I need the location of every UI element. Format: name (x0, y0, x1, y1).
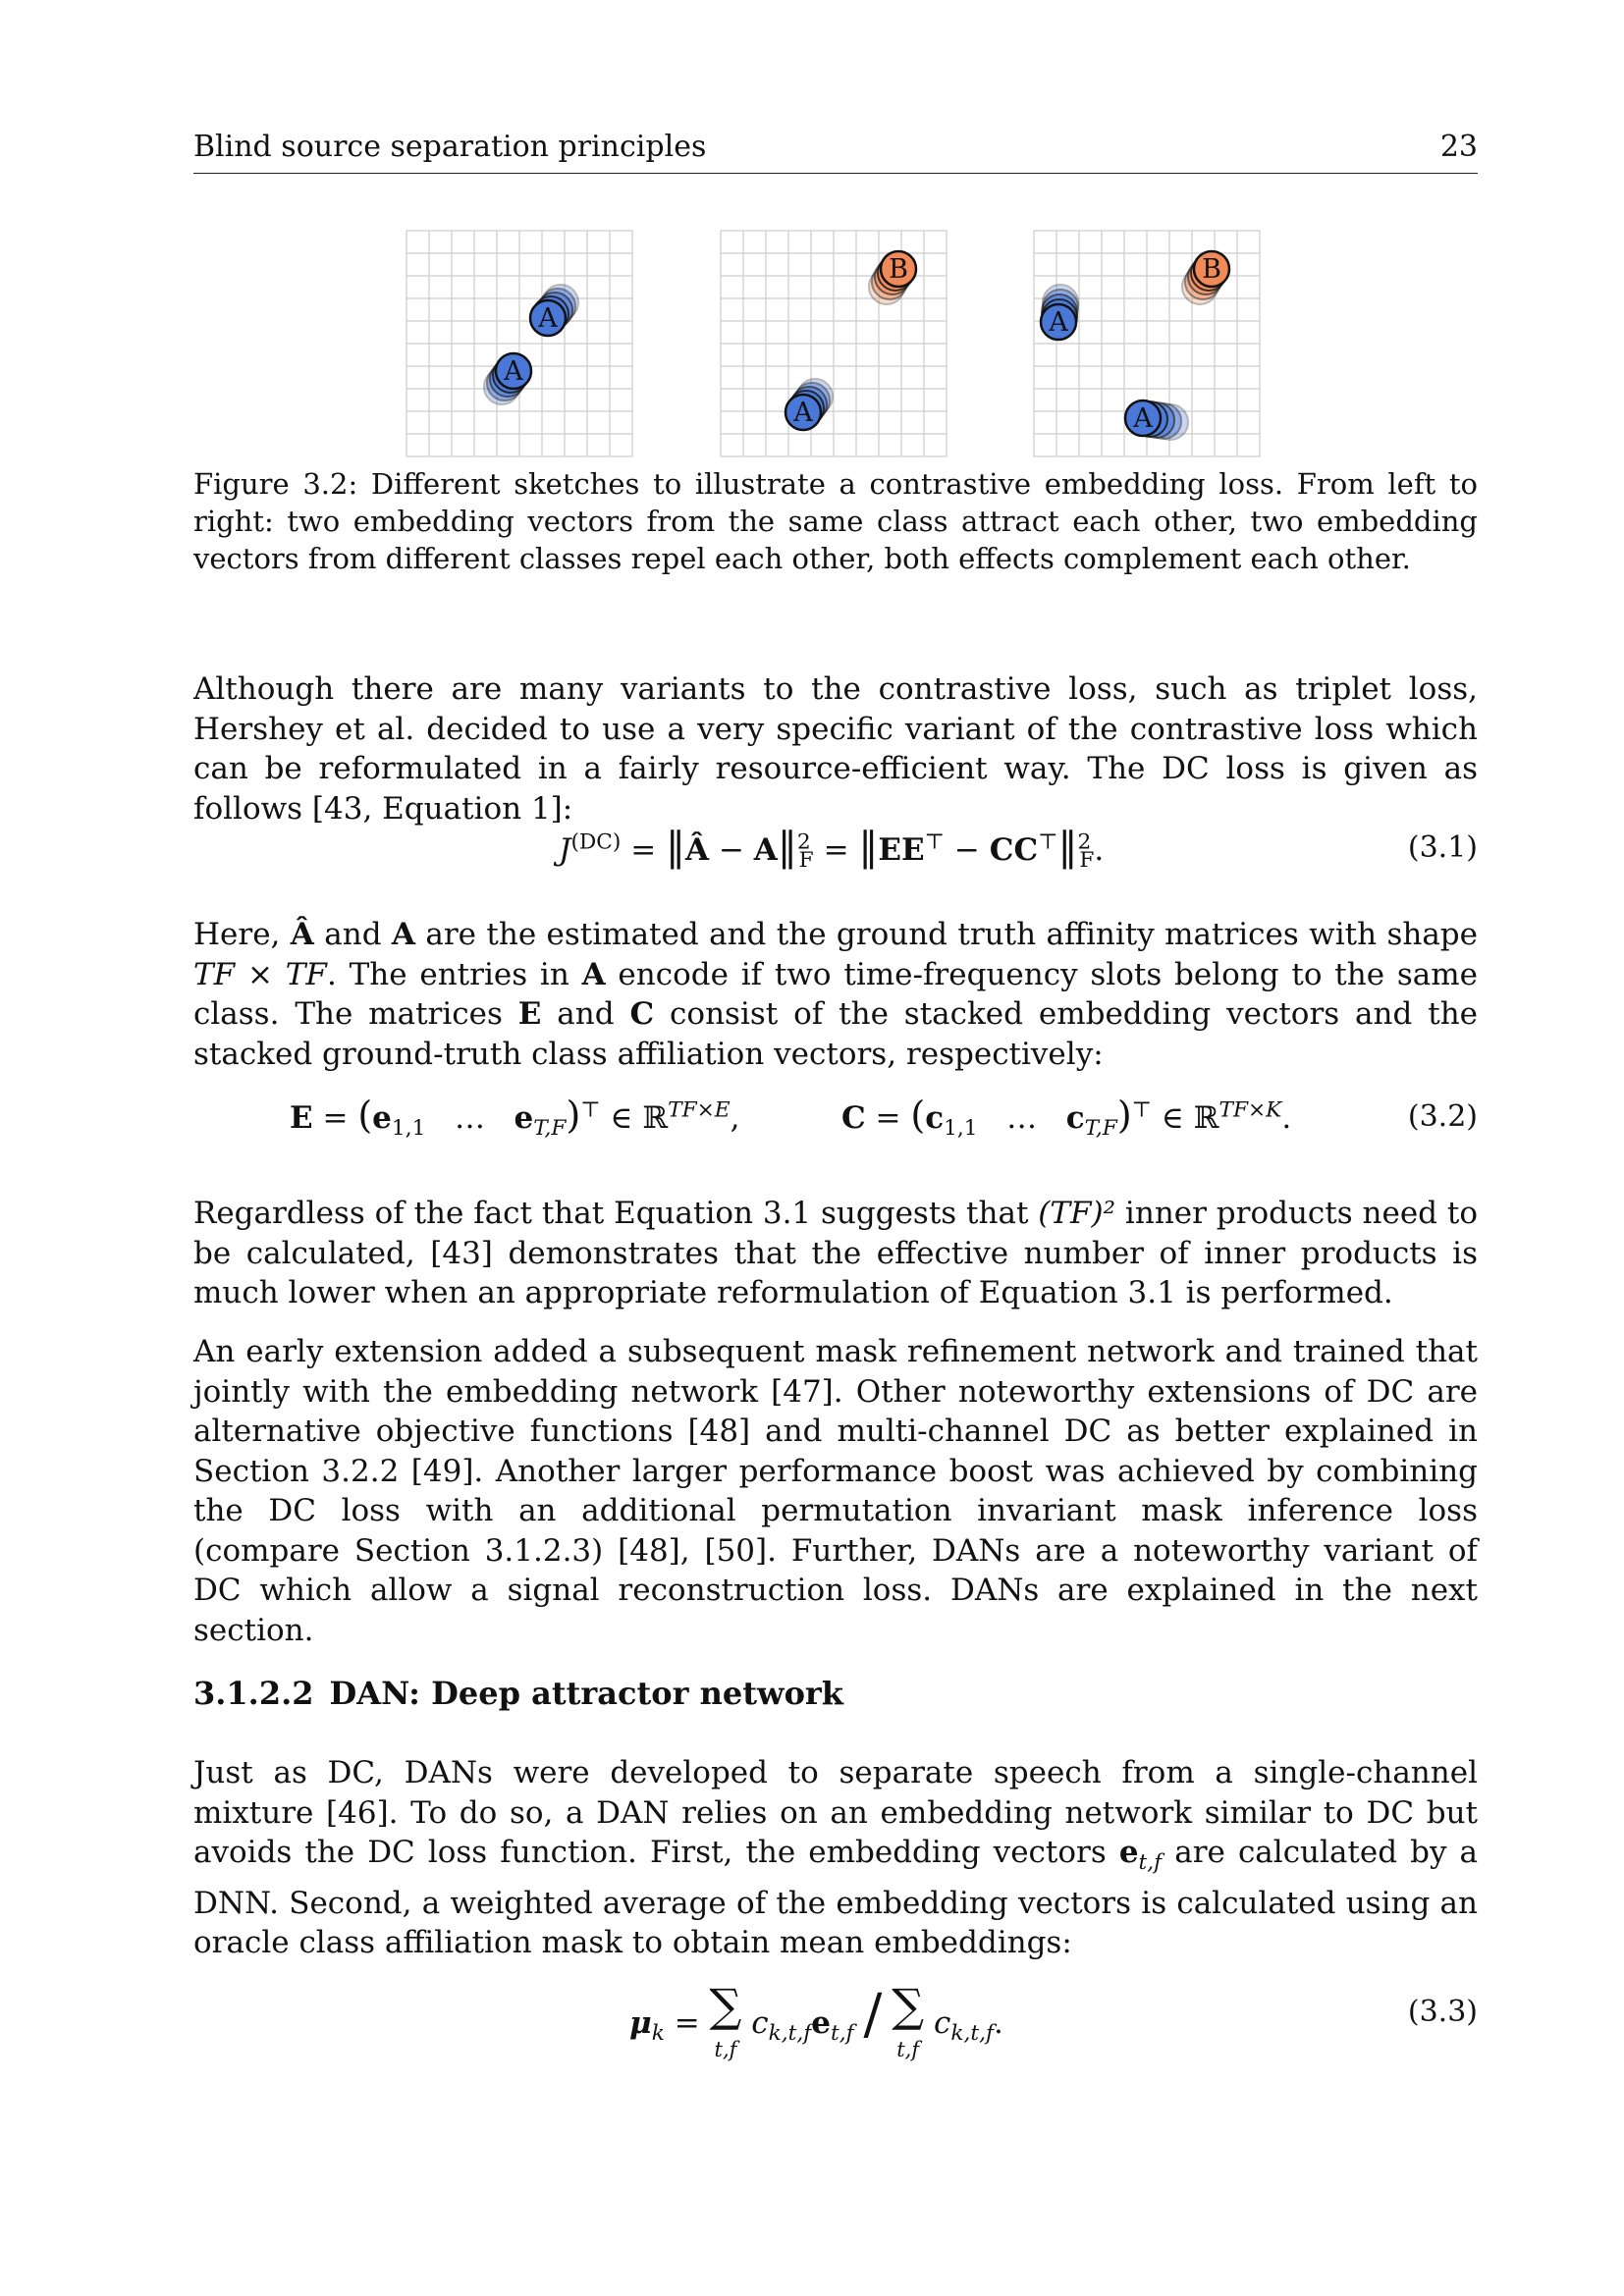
equation-number: (3.2) (1407, 1099, 1478, 1134)
label-a-lower: A (504, 356, 523, 387)
figure-panel-attract (406, 230, 633, 457)
equation-3-2-left: $E = (e_{1,1}$ … $e_{T,F})^⊤$ ∈ ℝ$^{TF\times E}$, (290, 1094, 740, 1142)
paragraph-extensions: An early extension added a subsequent mask refinement network and trained that jointly with the embedding network [47]. Other noteworthy extensions of DC are alternative objective functions [48] and multi-channel DC as better explained in Section 3.2.2 [49]. Another larger performance boost was achieved by combining the DC loss with an additional permutation invariant mask inference loss (compare Section 3.1.2.3) [48], [50]. Further, DANs are a noteworthy variant of DC which allow a signal reconstruction loss. DANs are explained in the next section. (193, 1334, 1478, 1648)
label-a-upper: A (1049, 307, 1068, 338)
equation-3-2-right: $C = (c_{1,1}$ … $c_{T,F})^⊤$ ∈ ℝ$^{TF\times K}$. (841, 1094, 1292, 1142)
math-a: A (391, 917, 415, 952)
grid (406, 231, 632, 456)
paragraph-intro: Although there are many variants to the contrastive loss, such as triplet loss, Hershey et al. decided to use a very specific variant of the contrastive loss which can be reformulated in a fairly resource-efficient way. The DC loss is given as follows [43, Equation 1]: (193, 671, 1478, 827)
equation-number: (3.3) (1407, 1995, 1478, 2029)
equation-number: (3.1) (1407, 830, 1478, 865)
section-heading (193, 1675, 843, 1712)
label-a: A (793, 398, 813, 428)
equation-3-1 (193, 821, 1478, 880)
paragraph-affinity: Here, Â and A are the estimated and the ground truth affinity matrices with shape TF × TF. The entries in A encode if two time-frequency slots belong to the same class. The matrices E and C consist of the stacked embedding vectors and the stacked ground-truth class affiliation vectors, respectively: (193, 917, 1479, 1072)
math-c: C (629, 996, 655, 1032)
math-e-tf: e (1118, 1835, 1139, 1870)
figure-caption: Figure 3.2: Different sketches to illustrate a contrastive embedding loss. From left to right: two embedding vectors from the same class attract each other, two embedding vectors from different classes repel each other, both effects complement each other. (193, 467, 1478, 575)
page-number: 23 (1439, 130, 1478, 164)
math-tf-squared: (TF)² (1038, 1196, 1116, 1231)
figure-panel-complement (1033, 230, 1261, 457)
label-b: B (889, 254, 908, 285)
paragraph-dan: Just as DC, DANs were developed to separate speech from a single-channel mixture [46]. To do so, a DAN relies on an embedding network similar to DC but avoids the DC loss function. First, the embedding vectors $e_{t,f}$ are calculated by a DNN. Second, a weighted average of the embedding vectors is calculated using an oracle class affiliation mask to obtain mean embeddings: (193, 1755, 1479, 1961)
math-tf-tf: TF × TF (193, 956, 327, 992)
equation-3-2 (193, 1090, 1478, 1148)
section-number: 3.1.2.2 (193, 1675, 314, 1712)
paragraph-inner-products: Regardless of the fact that Equation 3.1 suggests that (TF)² inner products need to be calculated, [43] demonstrates that the effective number of inner products is much lower when an appropriate reformulation of Equation 3.1 is performed. (193, 1196, 1478, 1310)
math-e: E (517, 996, 542, 1032)
label-a-lower: A (1133, 403, 1153, 434)
running-header (193, 130, 1478, 174)
equation-3-3-body: $\mu_k$ = ∑ t,f $c_{k,t,f}e_{t,f}$ / ∑ t,f $c_{k,t,f}$. (629, 1979, 1003, 2061)
label-a-upper: A (538, 303, 558, 334)
equation-3-3 (193, 1973, 1478, 2081)
math-a-hat: Â (290, 917, 314, 952)
figure-panel-repel (720, 230, 947, 457)
equation-3-1-body: $J^{(DC)}$ = ‖Â − A‖$^2_F$ = ‖EE⊤ − CC⊤‖$^2_F$. (559, 825, 1105, 874)
section-title: DAN: Deep attractor network (329, 1675, 843, 1712)
figure-3-2 (193, 230, 1478, 461)
label-b: B (1202, 254, 1221, 285)
header-title: Blind source separation principles (193, 130, 707, 164)
